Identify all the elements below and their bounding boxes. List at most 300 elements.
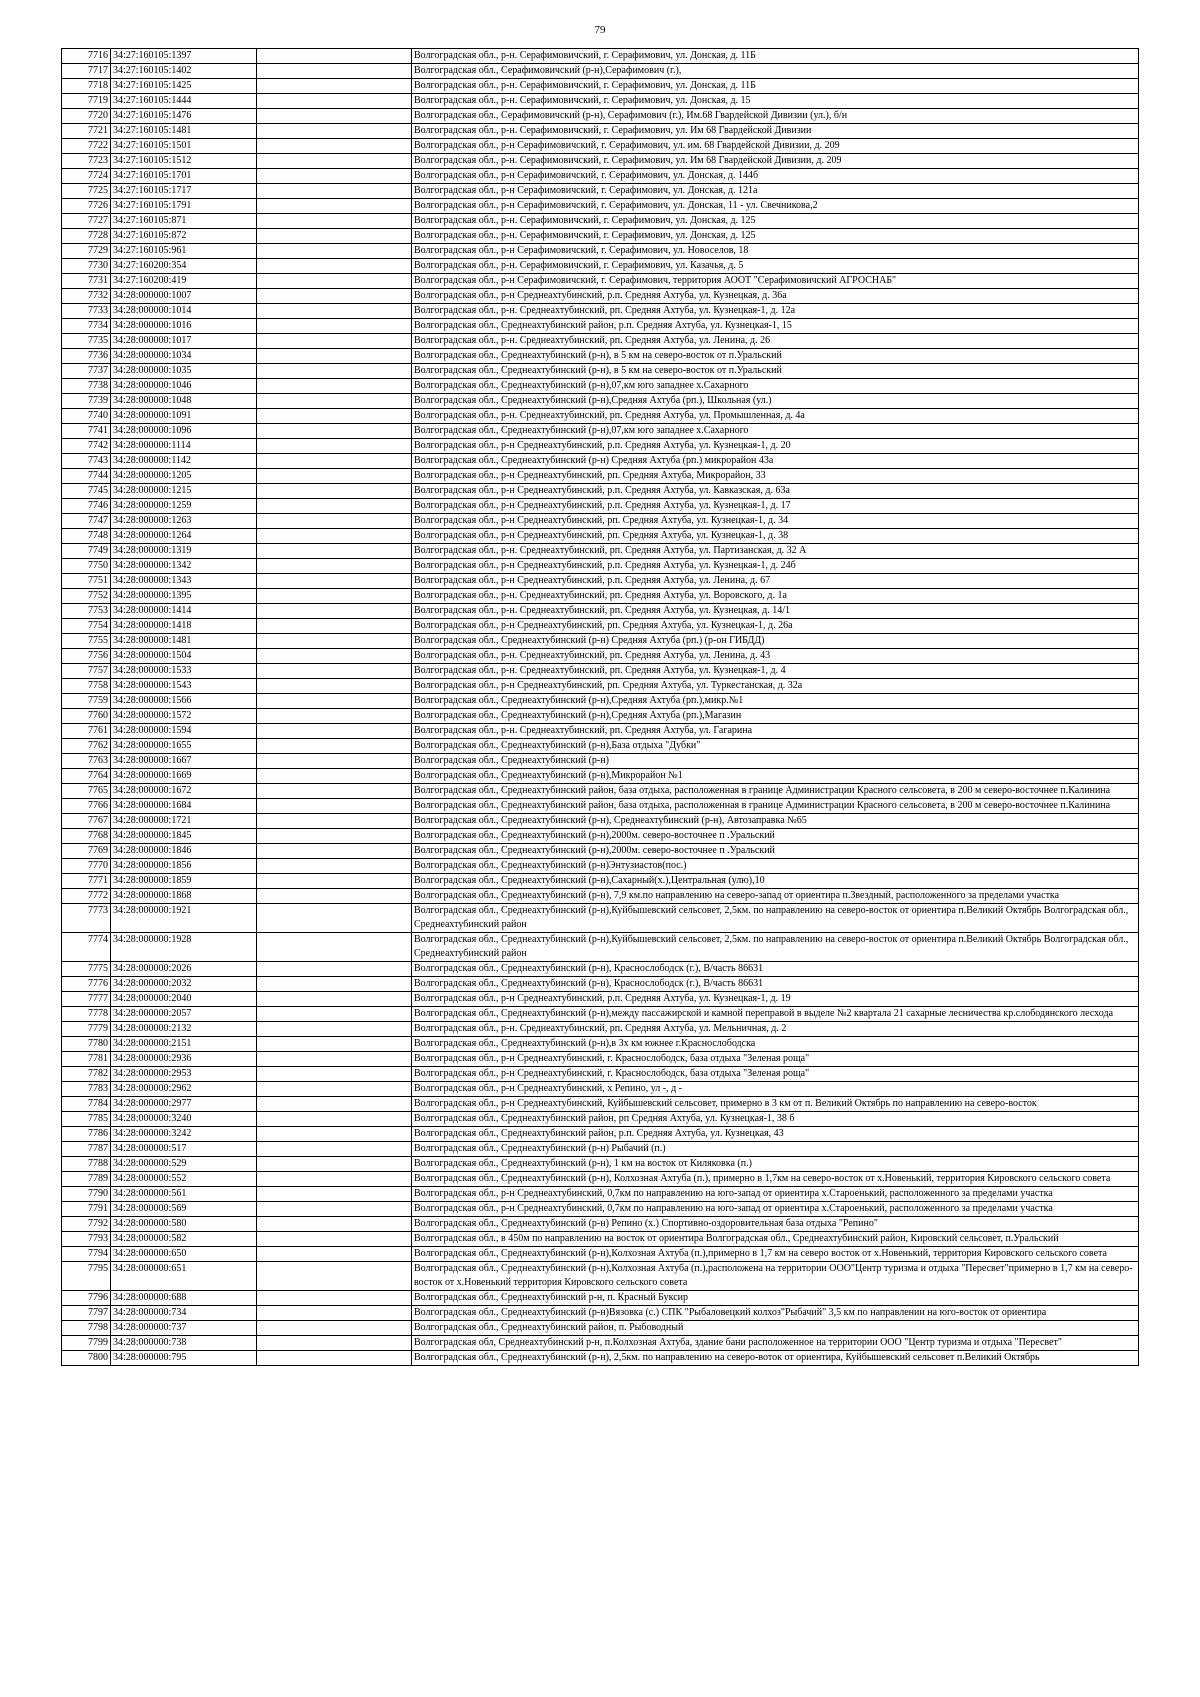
cadastral-number-cell: 34:28:000000:1655 xyxy=(111,739,257,754)
address-cell: Волгоградская обл., Среднеахтубинский (р-н),Куйбышевский сельсовет, 2,5км. по направлению на северо-восток от ориентира п.Великий Октябрь Волгоградская обл., Среднеахтубинский район xyxy=(412,904,1139,933)
row-number-cell: 7797 xyxy=(62,1306,111,1321)
cadastral-number-cell: 34:28:000000:1414 xyxy=(111,604,257,619)
address-cell: Волгоградская обл., р-н Серафимовичский, г. Серафимович, ул. Донская, д. 121а xyxy=(412,184,1139,199)
empty-cell xyxy=(257,859,412,874)
row-number-cell: 7735 xyxy=(62,334,111,349)
table-row xyxy=(62,424,1139,439)
row-number-cell: 7716 xyxy=(62,49,111,64)
table-row xyxy=(62,634,1139,649)
address-cell: Волгоградская обл., р-н. Серафимовичский, г. Серафимович, ул. Казачья, д. 5 xyxy=(412,259,1139,274)
address-cell: Волгоградская обл., Среднеахтубинский (р-н),Средняя Ахтуба (рп.), Школьная (ул.) xyxy=(412,394,1139,409)
row-number-cell: 7757 xyxy=(62,664,111,679)
address-cell: Волгоградская обл., Среднеахтубинский (р-н),2000м. северо-восточнее п .Уральский xyxy=(412,829,1139,844)
table-row xyxy=(62,694,1139,709)
empty-cell xyxy=(257,709,412,724)
cadastral-number-cell: 34:28:000000:2040 xyxy=(111,992,257,1007)
empty-cell xyxy=(257,1232,412,1247)
table-row xyxy=(62,124,1139,139)
table-row xyxy=(62,379,1139,394)
row-number-cell: 7792 xyxy=(62,1217,111,1232)
table-row xyxy=(62,889,1139,904)
row-number-cell: 7721 xyxy=(62,124,111,139)
row-number-cell: 7725 xyxy=(62,184,111,199)
row-number-cell: 7732 xyxy=(62,289,111,304)
cadastral-number-cell: 34:28:000000:734 xyxy=(111,1306,257,1321)
table-row xyxy=(62,1321,1139,1336)
row-number-cell: 7778 xyxy=(62,1007,111,1022)
table-row xyxy=(62,1067,1139,1082)
address-cell: Волгоградская обл., Среднеахтубинский (р-н) Средняя Ахтуба (рп.) (р-он ГИБДД) xyxy=(412,634,1139,649)
row-number-cell: 7783 xyxy=(62,1082,111,1097)
cadastral-number-cell: 34:28:000000:529 xyxy=(111,1157,257,1172)
empty-cell xyxy=(257,499,412,514)
cadastral-number-cell: 34:28:000000:1418 xyxy=(111,619,257,634)
empty-cell xyxy=(257,694,412,709)
cadastral-number-cell: 34:28:000000:1921 xyxy=(111,904,257,933)
address-cell: Волгоградская обл., Среднеахтубинский (р-н), в 5 км на северо-восток от п.Уральский xyxy=(412,349,1139,364)
cadastral-number-cell: 34:28:000000:1091 xyxy=(111,409,257,424)
table-row xyxy=(62,169,1139,184)
empty-cell xyxy=(257,514,412,529)
cadastral-number-cell: 34:28:000000:1533 xyxy=(111,664,257,679)
address-cell: Волгоградская обл., р-н Среднеахтубинский, рп. Средняя Ахтуба, ул. Кузнецкая-1, д. 26а xyxy=(412,619,1139,634)
empty-cell xyxy=(257,64,412,79)
row-number-cell: 7746 xyxy=(62,499,111,514)
cadastral-number-cell: 34:28:000000:517 xyxy=(111,1142,257,1157)
row-number-cell: 7734 xyxy=(62,319,111,334)
address-cell: Волгоградская обл., р-н. Серафимовичский, г. Серафимович, ул. Донская, д. 125 xyxy=(412,229,1139,244)
row-number-cell: 7795 xyxy=(62,1262,111,1291)
table-row xyxy=(62,1247,1139,1262)
row-number-cell: 7772 xyxy=(62,889,111,904)
cadastral-number-cell: 34:28:000000:2953 xyxy=(111,1067,257,1082)
row-number-cell: 7748 xyxy=(62,529,111,544)
empty-cell xyxy=(257,379,412,394)
table-row xyxy=(62,289,1139,304)
row-number-cell: 7787 xyxy=(62,1142,111,1157)
cadastral-number-cell: 34:28:000000:569 xyxy=(111,1202,257,1217)
address-cell: Волгоградская обл., р-н Среднеахтубинский, г. Краснослободск, база отдыха "Зеленая роща" xyxy=(412,1067,1139,1082)
address-cell: Волгоградская обл., в 450м по направлению на восток от ориентира Волгоградская обл., Среднеахтубинский район, Кировский сельсовет, п.Уральский xyxy=(412,1232,1139,1247)
empty-cell xyxy=(257,49,412,64)
empty-cell xyxy=(257,1127,412,1142)
address-cell: Волгоградская обл., р-н Среднеахтубинский, 0,7км по направлению на юго-запад от ориентира х.Староенький, расположенного за пределами участка xyxy=(412,1187,1139,1202)
empty-cell xyxy=(257,1217,412,1232)
page-number: 79 xyxy=(594,24,606,36)
empty-cell xyxy=(257,604,412,619)
cadastral-number-cell: 34:28:000000:1263 xyxy=(111,514,257,529)
table-row xyxy=(62,664,1139,679)
empty-cell xyxy=(257,199,412,214)
empty-cell xyxy=(257,1306,412,1321)
empty-cell xyxy=(257,664,412,679)
row-number-cell: 7790 xyxy=(62,1187,111,1202)
cadastral-number-cell: 34:28:000000:1342 xyxy=(111,559,257,574)
address-cell: Волгоградская обл., Среднеахтубинский (р-н), Среднеахтубинский (р-н), Автозаправка №65 xyxy=(412,814,1139,829)
row-number-cell: 7789 xyxy=(62,1172,111,1187)
table-row xyxy=(62,739,1139,754)
address-cell: Волгоградская обл., Среднеахтубинский (р-н), 7,9 км.по направлению на северо-запад от ориентира п.Звездный, расположенного за пределами участка xyxy=(412,889,1139,904)
row-number-cell: 7719 xyxy=(62,94,111,109)
address-cell: Волгоградская обл., р-н. Серафимовичский, г. Серафимович, ул. Им 68 Гвардейской Дивизии, д. 209 xyxy=(412,154,1139,169)
cadastral-number-cell: 34:28:000000:1264 xyxy=(111,529,257,544)
address-cell: Волгоградская обл., Среднеахтубинский район, база отдыха, расположенная в границе Администрации Красного сельсовета, в 200 м северо-восточнее п.Калинина xyxy=(412,799,1139,814)
table-row xyxy=(62,514,1139,529)
cadastral-number-cell: 34:28:000000:2977 xyxy=(111,1097,257,1112)
table-row xyxy=(62,992,1139,1007)
address-cell: Волгоградская обл., Среднеахтубинский (р-н),в 3х км южнее г.Краснослободска xyxy=(412,1037,1139,1052)
empty-cell xyxy=(257,814,412,829)
table-row xyxy=(62,529,1139,544)
address-cell: Волгоградская обл., р-н. Среднеахтубинский, рп. Средняя Ахтуба, ул. Ленина, д. 26 xyxy=(412,334,1139,349)
row-number-cell: 7740 xyxy=(62,409,111,424)
row-number-cell: 7760 xyxy=(62,709,111,724)
row-number-cell: 7764 xyxy=(62,769,111,784)
cadastral-number-cell: 34:28:000000:1395 xyxy=(111,589,257,604)
address-cell: Волгоградская обл., Среднеахтубинский (р-н), Краснослободск (г.), В/часть 86631 xyxy=(412,977,1139,992)
registry-table xyxy=(61,48,1139,1366)
cadastral-number-cell: 34:28:000000:1868 xyxy=(111,889,257,904)
cadastral-number-cell: 34:28:000000:737 xyxy=(111,1321,257,1336)
cadastral-number-cell: 34:28:000000:1856 xyxy=(111,859,257,874)
empty-cell xyxy=(257,1202,412,1217)
cadastral-number-cell: 34:28:000000:1343 xyxy=(111,574,257,589)
empty-cell xyxy=(257,933,412,962)
address-cell: Волгоградская обл, Среднеахтубинский р-н, п.Колхозная Ахтуба, здание бани расположенное на территории ООО "Центр туризма и отдыха "Пересвет" xyxy=(412,1336,1139,1351)
table-row xyxy=(62,469,1139,484)
cadastral-number-cell: 34:28:000000:3240 xyxy=(111,1112,257,1127)
row-number-cell: 7786 xyxy=(62,1127,111,1142)
table-row xyxy=(62,1022,1139,1037)
empty-cell xyxy=(257,784,412,799)
table-row xyxy=(62,259,1139,274)
table-row xyxy=(62,364,1139,379)
row-number-cell: 7720 xyxy=(62,109,111,124)
row-number-cell: 7779 xyxy=(62,1022,111,1037)
row-number-cell: 7767 xyxy=(62,814,111,829)
row-number-cell: 7726 xyxy=(62,199,111,214)
cadastral-number-cell: 34:28:000000:580 xyxy=(111,1217,257,1232)
empty-cell xyxy=(257,1247,412,1262)
table-row xyxy=(62,709,1139,724)
table-row xyxy=(62,454,1139,469)
address-cell: Волгоградская обл., Серафимовичский (р-н),Серафимович (г.), xyxy=(412,64,1139,79)
row-number-cell: 7775 xyxy=(62,962,111,977)
address-cell: Волгоградская обл., р-н Серафимовичский, г. Серафимович, ул. Донская, 11 - ул. Свечникова,2 xyxy=(412,199,1139,214)
cadastral-number-cell: 34:28:000000:1672 xyxy=(111,784,257,799)
table-row xyxy=(62,814,1139,829)
address-cell: Волгоградская обл., р-н. Среднеахтубинский, рп. Средняя Ахтуба, ул. Гагарина xyxy=(412,724,1139,739)
empty-cell xyxy=(257,574,412,589)
cadastral-number-cell: 34:28:000000:1035 xyxy=(111,364,257,379)
row-number-cell: 7723 xyxy=(62,154,111,169)
empty-cell xyxy=(257,589,412,604)
cadastral-number-cell: 34:28:000000:1846 xyxy=(111,844,257,859)
row-number-cell: 7751 xyxy=(62,574,111,589)
cadastral-number-cell: 34:28:000000:1845 xyxy=(111,829,257,844)
row-number-cell: 7730 xyxy=(62,259,111,274)
address-cell: Волгоградская обл., р-н Среднеахтубинский, 0,7км по направлению на юго-запад от ориентира х.Староенький, расположенного за пределами участка xyxy=(412,1202,1139,1217)
row-number-cell: 7782 xyxy=(62,1067,111,1082)
empty-cell xyxy=(257,992,412,1007)
address-cell: Волгоградская обл., Среднеахтубинский район, р.п. Средняя Ахтуба, ул. Кузнецкая-1, 15 xyxy=(412,319,1139,334)
table-row xyxy=(62,784,1139,799)
cadastral-number-cell: 34:28:000000:1859 xyxy=(111,874,257,889)
table-row xyxy=(62,244,1139,259)
row-number-cell: 7754 xyxy=(62,619,111,634)
table-row xyxy=(62,49,1139,64)
table-row xyxy=(62,199,1139,214)
cadastral-number-cell: 34:28:000000:2151 xyxy=(111,1037,257,1052)
row-number-cell: 7798 xyxy=(62,1321,111,1336)
empty-cell xyxy=(257,529,412,544)
empty-cell xyxy=(257,544,412,559)
address-cell: Волгоградская обл., Среднеахтубинский (р-н),07,км юго западнее х.Сахарного xyxy=(412,379,1139,394)
address-cell: Волгоградская обл., Среднеахтубинский (р-н), Краснослободск (г.), В/часть 86631 xyxy=(412,962,1139,977)
address-cell: Волгоградская обл., Среднеахтубинский (р-н),Сахарный(х.),Центральная (улю),10 xyxy=(412,874,1139,889)
cadastral-number-cell: 34:27:160105:1701 xyxy=(111,169,257,184)
table-row xyxy=(62,604,1139,619)
empty-cell xyxy=(257,1187,412,1202)
row-number-cell: 7742 xyxy=(62,439,111,454)
empty-cell xyxy=(257,844,412,859)
table-row xyxy=(62,304,1139,319)
address-cell: Волгоградская обл., Среднеахтубинский район, база отдыха, расположенная в границе Администрации Красного сельсовета, в 200 м северо-восточнее п.Калинина xyxy=(412,784,1139,799)
address-cell: Волгоградская обл., р-н Среднеахтубинский, х Репино, ул -, д - xyxy=(412,1082,1139,1097)
cadastral-number-cell: 34:28:000000:552 xyxy=(111,1172,257,1187)
table-row xyxy=(62,1351,1139,1366)
cadastral-number-cell: 34:28:000000:651 xyxy=(111,1262,257,1291)
address-cell: Волгоградская обл., р-н. Серафимовичский, г. Серафимович, ул. Донская, д. 15 xyxy=(412,94,1139,109)
cadastral-number-cell: 34:28:000000:1007 xyxy=(111,289,257,304)
table-row xyxy=(62,1127,1139,1142)
empty-cell xyxy=(257,634,412,649)
address-cell: Волгоградская обл., р-н. Среднеахтубинский, рп. Средняя Ахтуба, ул. Воровского, д. 1а xyxy=(412,589,1139,604)
address-cell: Волгоградская обл., Среднеахтубинский район, рп Средняя Ахтуба, ул. Кузнецкая-1, 38 б xyxy=(412,1112,1139,1127)
empty-cell xyxy=(257,679,412,694)
table-row xyxy=(62,962,1139,977)
table-row xyxy=(62,844,1139,859)
address-cell: Волгоградская обл., р-н Среднеахтубинский, р.п. Средняя Ахтуба, ул. Кузнецкая-1, д. 17 xyxy=(412,499,1139,514)
empty-cell xyxy=(257,1022,412,1037)
empty-cell xyxy=(257,904,412,933)
cadastral-number-cell: 34:28:000000:688 xyxy=(111,1291,257,1306)
row-number-cell: 7747 xyxy=(62,514,111,529)
table-row xyxy=(62,319,1139,334)
cadastral-number-cell: 34:28:000000:1481 xyxy=(111,634,257,649)
row-number-cell: 7741 xyxy=(62,424,111,439)
cadastral-number-cell: 34:28:000000:1259 xyxy=(111,499,257,514)
registry-body xyxy=(62,49,1139,1366)
table-row xyxy=(62,977,1139,992)
empty-cell xyxy=(257,1052,412,1067)
cadastral-number-cell: 34:28:000000:1543 xyxy=(111,679,257,694)
row-number-cell: 7724 xyxy=(62,169,111,184)
address-cell: Волгоградская обл., р-н Серафимовичский, г. Серафимович, ул. им. 68 Гвардейской Дивизии, д. 209 xyxy=(412,139,1139,154)
empty-cell xyxy=(257,424,412,439)
address-cell: Волгоградская обл., р-н. Среднеахтубинский, рп. Средняя Ахтуба, ул. Кузнецкая, д. 14/1 xyxy=(412,604,1139,619)
table-row xyxy=(62,184,1139,199)
table-row xyxy=(62,559,1139,574)
table-row xyxy=(62,589,1139,604)
address-cell: Волгоградская обл., р-н. Серафимовичский, г. Серафимович, ул. Им 68 Гвардейской Дивизии xyxy=(412,124,1139,139)
empty-cell xyxy=(257,724,412,739)
table-row xyxy=(62,499,1139,514)
row-number-cell: 7729 xyxy=(62,244,111,259)
cadastral-number-cell: 34:28:000000:1048 xyxy=(111,394,257,409)
table-row xyxy=(62,799,1139,814)
address-cell: Волгоградская обл., Среднеахтубинский (р-н) Репино (х.) Спортивно-оздоровительная база отдыха "Репино" xyxy=(412,1217,1139,1232)
empty-cell xyxy=(257,439,412,454)
address-cell: Волгоградская обл., р-н Среднеахтубинский, р.п. Средняя Ахтуба, ул. Кузнецкая-1, д. 19 xyxy=(412,992,1139,1007)
cadastral-number-cell: 34:27:160105:1397 xyxy=(111,49,257,64)
table-row xyxy=(62,829,1139,844)
address-cell: Волгоградская обл., Среднеахтубинский (р-н),База отдыха "Дубки" xyxy=(412,739,1139,754)
cadastral-number-cell: 34:28:000000:1928 xyxy=(111,933,257,962)
row-number-cell: 7773 xyxy=(62,904,111,933)
cadastral-number-cell: 34:28:000000:1016 xyxy=(111,319,257,334)
empty-cell xyxy=(257,649,412,664)
cadastral-number-cell: 34:28:000000:1594 xyxy=(111,724,257,739)
row-number-cell: 7769 xyxy=(62,844,111,859)
address-cell: Волгоградская обл., Среднеахтубинский (р-н),между пассажирской и камной переправой в выделе №2 квартала 21 сахарные лесничества кр.слободянского лесхода xyxy=(412,1007,1139,1022)
address-cell: Волгоградская обл., р-н Среднеахтубинский, рп. Средняя Ахтуба, ул. Туркестанская, д. 32а xyxy=(412,679,1139,694)
empty-cell xyxy=(257,304,412,319)
empty-cell xyxy=(257,1291,412,1306)
address-cell: Волгоградская обл., р-н. Среднеахтубинский, рп. Средняя Ахтуба, ул. Партизанская, д. 32 А xyxy=(412,544,1139,559)
empty-cell xyxy=(257,829,412,844)
table-row xyxy=(62,214,1139,229)
row-number-cell: 7788 xyxy=(62,1157,111,1172)
row-number-cell: 7733 xyxy=(62,304,111,319)
cadastral-number-cell: 34:28:000000:1684 xyxy=(111,799,257,814)
empty-cell xyxy=(257,1262,412,1291)
row-number-cell: 7784 xyxy=(62,1097,111,1112)
cadastral-number-cell: 34:28:000000:1566 xyxy=(111,694,257,709)
table-row xyxy=(62,1202,1139,1217)
empty-cell xyxy=(257,1097,412,1112)
table-row xyxy=(62,1262,1139,1291)
address-cell: Волгоградская обл., Среднеахтубинский (р-н),Колхозная Ахтуба (п.),примерно в 1,7 км на северо восток от х.Новенький, территория Кировского сельского совета xyxy=(412,1247,1139,1262)
empty-cell xyxy=(257,184,412,199)
empty-cell xyxy=(257,484,412,499)
cadastral-number-cell: 34:27:160105:1476 xyxy=(111,109,257,124)
empty-cell xyxy=(257,1157,412,1172)
empty-cell xyxy=(257,799,412,814)
empty-cell xyxy=(257,259,412,274)
table-row xyxy=(62,1306,1139,1321)
row-number-cell: 7731 xyxy=(62,274,111,289)
row-number-cell: 7738 xyxy=(62,379,111,394)
address-cell: Волгоградская обл., р-н Среднеахтубинский, р.п. Средняя Ахтуба, ул. Кавказская, д. 63а xyxy=(412,484,1139,499)
empty-cell xyxy=(257,1067,412,1082)
row-number-cell: 7736 xyxy=(62,349,111,364)
address-cell: Волгоградская обл., Среднеахтубинский район, п. Рыбоводный xyxy=(412,1321,1139,1336)
row-number-cell: 7728 xyxy=(62,229,111,244)
table-row xyxy=(62,94,1139,109)
row-number-cell: 7755 xyxy=(62,634,111,649)
cadastral-number-cell: 34:28:000000:1114 xyxy=(111,439,257,454)
row-number-cell: 7799 xyxy=(62,1336,111,1351)
cadastral-number-cell: 34:28:000000:3242 xyxy=(111,1127,257,1142)
empty-cell xyxy=(257,1336,412,1351)
table-row xyxy=(62,394,1139,409)
empty-cell xyxy=(257,739,412,754)
address-cell: Волгоградская обл., Среднеахтубинский (р-н),2000м. северо-восточнее п .Уральский xyxy=(412,844,1139,859)
table-row xyxy=(62,439,1139,454)
row-number-cell: 7749 xyxy=(62,544,111,559)
address-cell: Волгоградская обл., Среднеахтубинский (р-н),07,км юго западнее х.Сахарного xyxy=(412,424,1139,439)
cadastral-number-cell: 34:28:000000:1319 xyxy=(111,544,257,559)
table-row xyxy=(62,649,1139,664)
cadastral-number-cell: 34:28:000000:2132 xyxy=(111,1022,257,1037)
address-cell: Волгоградская обл., Среднеахтубинский (р-н) Средняя Ахтуба (рп.) микрорайон 43а xyxy=(412,454,1139,469)
address-cell: Волгоградская обл., р-н Среднеахтубинский, рп. Средняя Ахтуба, Микрорайон, 33 xyxy=(412,469,1139,484)
table-row xyxy=(62,769,1139,784)
address-cell: Волгоградская обл., р-н Среднеахтубинский, р.п. Средняя Ахтуба, ул. Ленина, д. 67 xyxy=(412,574,1139,589)
address-cell: Волгоградская обл., Среднеахтубинский (р-н),Микрорайон №1 xyxy=(412,769,1139,784)
empty-cell xyxy=(257,977,412,992)
cadastral-number-cell: 34:28:000000:1205 xyxy=(111,469,257,484)
table-row xyxy=(62,874,1139,889)
table-row xyxy=(62,679,1139,694)
table-row xyxy=(62,274,1139,289)
cadastral-number-cell: 34:27:160105:1481 xyxy=(111,124,257,139)
empty-cell xyxy=(257,154,412,169)
row-number-cell: 7776 xyxy=(62,977,111,992)
table-row xyxy=(62,933,1139,962)
cadastral-number-cell: 34:28:000000:582 xyxy=(111,1232,257,1247)
address-cell: Волгоградская обл., Среднеахтубинский (р-н),Средняя Ахтуба (рп.),микр.№1 xyxy=(412,694,1139,709)
row-number-cell: 7756 xyxy=(62,649,111,664)
empty-cell xyxy=(257,889,412,904)
cadastral-number-cell: 34:28:000000:1572 xyxy=(111,709,257,724)
row-number-cell: 7752 xyxy=(62,589,111,604)
cadastral-number-cell: 34:27:160200:354 xyxy=(111,259,257,274)
row-number-cell: 7791 xyxy=(62,1202,111,1217)
empty-cell xyxy=(257,214,412,229)
address-cell: Волгоградская обл., р-н Среднеахтубинский, р.п. Средняя Ахтуба, ул. Кузнецкая-1, д. 20 xyxy=(412,439,1139,454)
empty-cell xyxy=(257,769,412,784)
table-row xyxy=(62,1187,1139,1202)
address-cell: Волгоградская обл., Среднеахтубинский (р-н), 1 км на восток от Киляковка (п.) xyxy=(412,1157,1139,1172)
address-cell: Волгоградская обл., р-н. Серафимовичский, г. Серафимович, ул. Донская, д. 11Б xyxy=(412,79,1139,94)
empty-cell xyxy=(257,79,412,94)
row-number-cell: 7753 xyxy=(62,604,111,619)
address-cell: Волгоградская обл., Серафимовичский (р-н), Серафимович (г.), Им.68 Гвардейской Дивизии (ул.), б/н xyxy=(412,109,1139,124)
address-cell: Волгоградская обл., р-н. Среднеахтубинский, рп. Средняя Ахтуба, ул. Кузнецкая-1, д. 4 xyxy=(412,664,1139,679)
table-row xyxy=(62,1142,1139,1157)
address-cell: Волгоградская обл., Среднеахтубинский (р-н), 2,5км. по направлению на северо-воток от ориентира, Куйбышевский сельсовет п.Великий Октябрь xyxy=(412,1351,1139,1366)
row-number-cell: 7763 xyxy=(62,754,111,769)
row-number-cell: 7739 xyxy=(62,394,111,409)
cadastral-number-cell: 34:28:000000:2936 xyxy=(111,1052,257,1067)
empty-cell xyxy=(257,109,412,124)
address-cell: Волгоградская обл., р-н Среднеахтубинский, г. Краснослободск, база отдыха "Зеленая роща" xyxy=(412,1052,1139,1067)
table-row xyxy=(62,859,1139,874)
cadastral-number-cell: 34:28:000000:2057 xyxy=(111,1007,257,1022)
cadastral-number-cell: 34:28:000000:1669 xyxy=(111,769,257,784)
cadastral-number-cell: 34:28:000000:1017 xyxy=(111,334,257,349)
empty-cell xyxy=(257,962,412,977)
address-cell: Волгоградская обл., р-н Среднеахтубинский, Куйбышевский сельсовет, примерно в 3 км от п. Великий Октябрь по направлению на северо-восток xyxy=(412,1097,1139,1112)
empty-cell xyxy=(257,559,412,574)
cadastral-number-cell: 34:27:160105:871 xyxy=(111,214,257,229)
row-number-cell: 7750 xyxy=(62,559,111,574)
row-number-cell: 7765 xyxy=(62,784,111,799)
table-row xyxy=(62,1082,1139,1097)
row-number-cell: 7780 xyxy=(62,1037,111,1052)
